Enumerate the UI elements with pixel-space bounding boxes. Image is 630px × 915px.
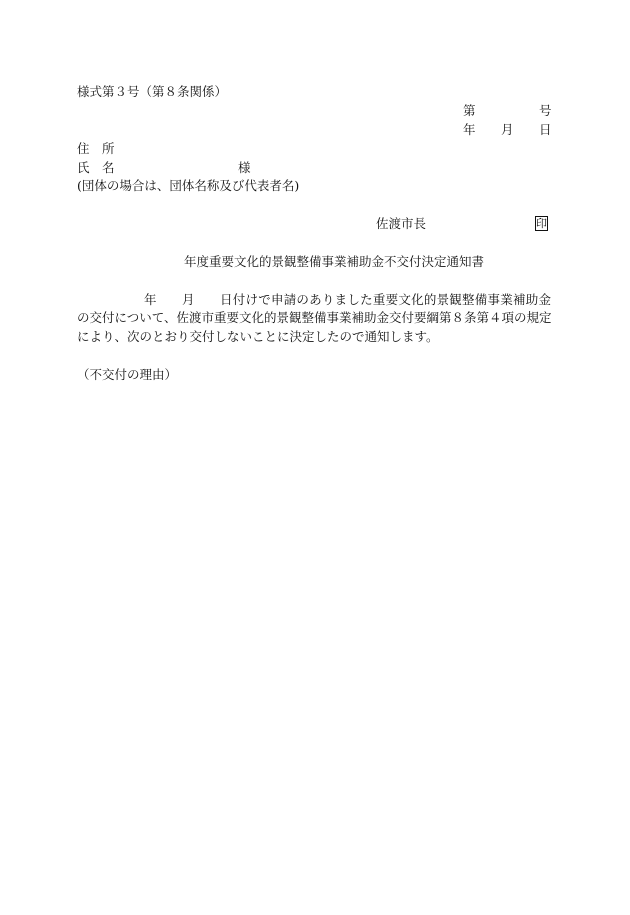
group-note: (団体の場合は、団体名称及び代表者名) <box>77 178 300 193</box>
seal-mark: 印 <box>536 217 547 230</box>
reason-label: （不交付の理由） <box>77 367 178 382</box>
number-suffix: 号 <box>539 103 552 118</box>
date-month: 月 <box>501 122 514 137</box>
number-prefix: 第 <box>463 103 476 118</box>
name-label: 氏 名 <box>77 160 115 175</box>
body-line2: の交付について、佐渡市重要文化的景観整備事業補助金交付要綱第８条第４項の規定 <box>77 310 552 325</box>
body-year: 年 <box>144 292 157 307</box>
date-day: 日 <box>539 122 552 137</box>
date-year: 年 <box>463 122 476 137</box>
body-month: 月 <box>182 292 195 307</box>
form-label: 様式第３号（第８条関係） <box>77 84 228 99</box>
body-line3: により、次のとおり交付しないことに決定したので通知します。 <box>77 329 439 344</box>
name-honorific: 様 <box>238 160 251 175</box>
address-label: 住 所 <box>77 141 115 156</box>
body-line1-tail: 日付けで申請のありました重要文化的景観整備事業補助金 <box>220 292 551 307</box>
document-title: 年度重要文化的景観整備事業補助金不交付決定通知書 <box>184 254 485 269</box>
issuer-name: 佐渡市長 <box>376 216 427 231</box>
